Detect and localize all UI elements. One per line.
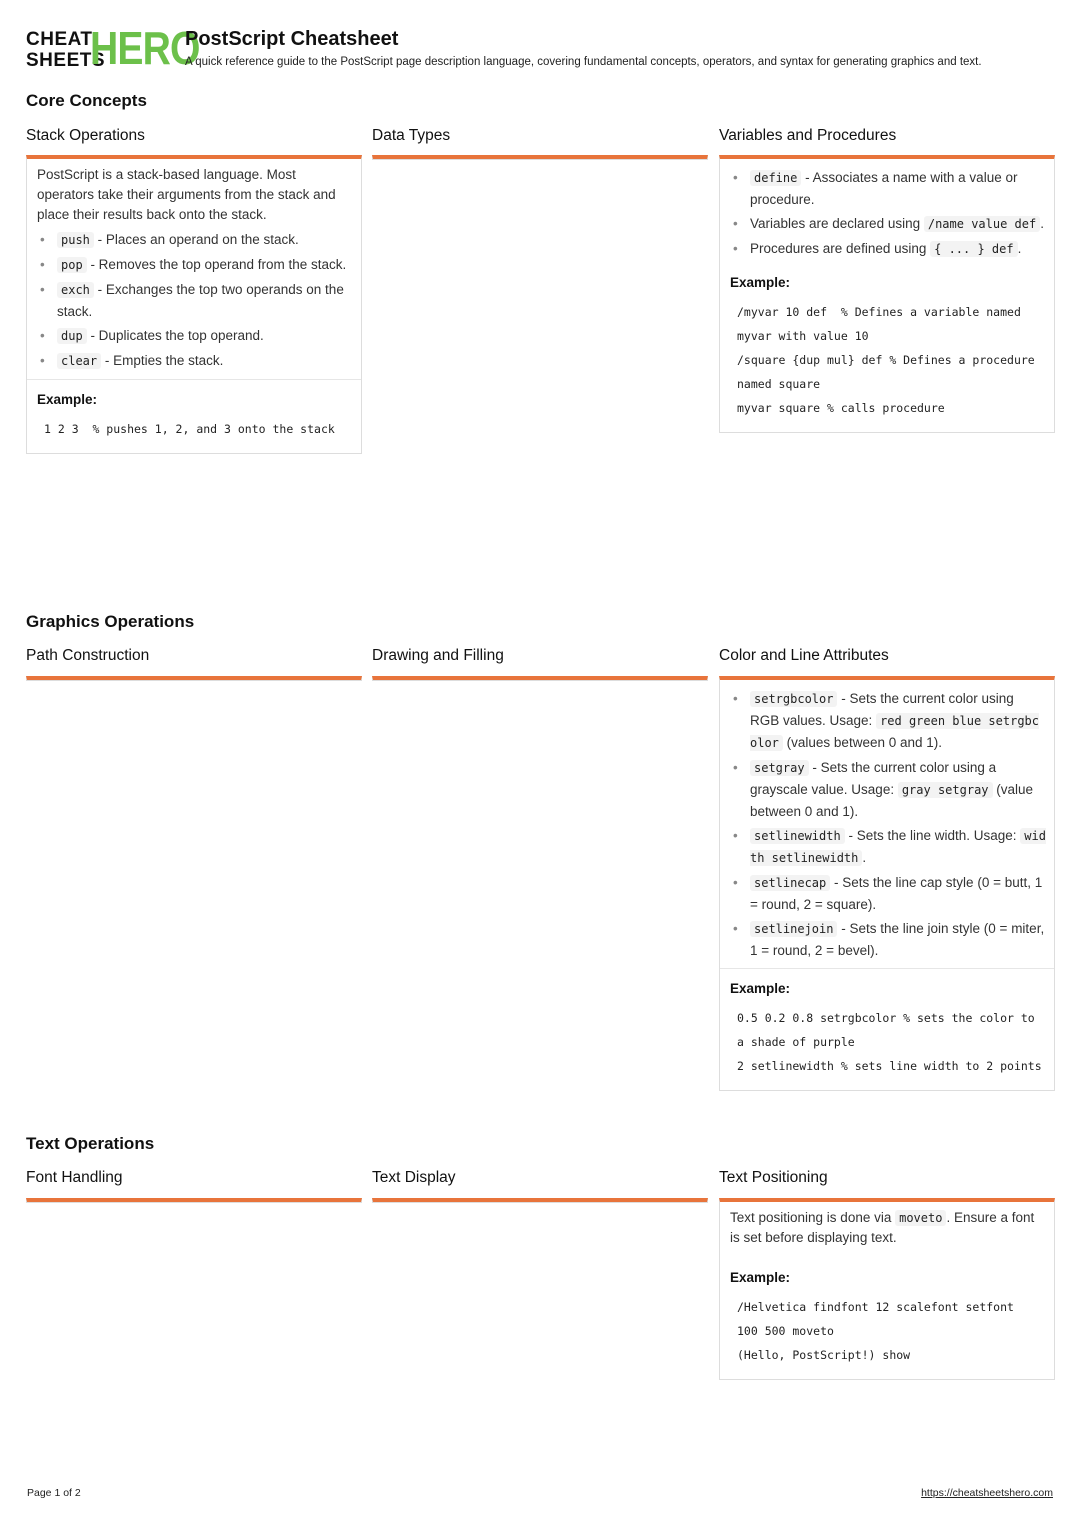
example-code: /Helvetica findfont 12 scalefont setfont 100 500 moveto (Hello, PostScript!) show <box>737 1300 1014 1362</box>
item-text: - Places an operand on the stack. <box>93 232 299 247</box>
card-color-line <box>719 676 1055 1091</box>
list-item <box>37 254 353 276</box>
example-label: Example: <box>730 1270 791 1285</box>
list-item <box>730 688 1046 754</box>
card-path-construction <box>26 676 362 681</box>
list-item <box>730 918 1046 961</box>
item-text: . <box>1040 216 1044 231</box>
item-text: - Duplicates the top operand. <box>86 328 264 343</box>
section-text: Text Operations <box>26 1134 155 1153</box>
item-code: gray setgray <box>898 782 993 798</box>
card-title-positioning: Text Positioning <box>719 1169 828 1186</box>
page-header <box>26 22 1056 76</box>
list-item <box>730 825 1046 869</box>
card-title-datatypes: Data Types <box>372 127 451 144</box>
list-item <box>37 279 353 322</box>
card-title-vars: Variables and Procedures <box>719 127 897 144</box>
card-font-handling <box>26 1198 362 1203</box>
card-title-color: Color and Line Attributes <box>719 647 889 664</box>
item-code: define <box>750 170 801 186</box>
page-number: Page 1 of 2 <box>27 1487 81 1499</box>
item-text: . <box>862 850 867 865</box>
item-text: . <box>1017 241 1022 256</box>
card-title-drawing: Drawing and Filling <box>372 647 504 664</box>
item-text: - Sets the line cap style (0 = butt, 1 = round, 2 = square). <box>750 875 1043 912</box>
item-text: - Sets the current color using RGB values. Usage: <box>750 691 1014 728</box>
item-code: setrgbcolor <box>750 691 837 707</box>
card-title-display: Text Display <box>372 1169 456 1186</box>
example-label: Example: <box>720 968 1054 1002</box>
example-label: Example: <box>27 379 361 413</box>
item-text: - Sets the line width. Usage: <box>844 828 1021 843</box>
section-core-concepts: Core Concepts <box>26 91 147 110</box>
card-data-types <box>372 155 708 160</box>
item-text: - Sets the current color using a grayscale value. Usage: <box>750 760 997 797</box>
item-code: red green blue setrgbcolor <box>750 714 1040 750</box>
item-code: { ... } def <box>930 241 1017 257</box>
card-text-positioning <box>719 1198 1055 1380</box>
item-code: dup <box>57 328 87 344</box>
item-code: width setlinewidth <box>750 829 1046 865</box>
card-title-path: Path Construction <box>26 647 150 664</box>
intro-code: moveto <box>895 1210 946 1226</box>
card-title-stack: Stack Operations <box>26 127 145 144</box>
item-code: pop <box>57 257 87 273</box>
page-subtitle: A quick reference guide to the PostScript page description language, covering fundamental concepts, operators, and syntax for generating graphics and text. <box>185 56 982 68</box>
item-code: setlinecap <box>750 875 830 891</box>
stack-list <box>27 225 361 379</box>
example-code: /myvar 10 def % Defines a variable named myvar with value 10 /square {dup mul} def % Defines a procedure named square myvar square % calls procedure <box>737 305 1035 415</box>
vars-list <box>720 159 1054 267</box>
intro-text: . Ensure a font is set before displaying text. <box>730 1210 1035 1245</box>
item-code: setlinejoin <box>750 921 837 937</box>
item-text: Variables are declared using <box>750 216 924 231</box>
example-code: 1 2 3 % pushes 1, 2, and 3 onto the stack <box>44 422 335 436</box>
card-text-display <box>372 1198 708 1203</box>
intro-text: Text positioning is done via <box>730 1210 896 1225</box>
list-item <box>37 325 353 347</box>
card-drawing-filling <box>372 676 708 681</box>
section-graphics: Graphics Operations <box>26 612 195 631</box>
item-text: - Exchanges the top two operands on the stack. <box>57 282 344 319</box>
item-code: exch <box>57 282 94 298</box>
item-text: (values between 0 and 1). <box>782 735 943 750</box>
item-text: (value between 0 and 1). <box>750 782 1034 819</box>
item-code: setlinewidth <box>750 828 845 844</box>
card-title-font: Font Handling <box>26 1169 123 1186</box>
example-label: Example: <box>730 275 791 290</box>
card-variables-procedures <box>719 155 1055 433</box>
list-item <box>730 238 1046 260</box>
logo-hero: HERO <box>90 22 200 74</box>
list-item <box>37 350 353 372</box>
item-text: - Empties the stack. <box>101 353 224 368</box>
item-code: setgray <box>750 760 809 776</box>
item-code: clear <box>57 353 101 369</box>
example-code: 0.5 0.2 0.8 setrgbcolor % sets the color to a shade of purple 2 setlinewidth % sets line width to 2 points <box>737 1011 1042 1073</box>
list-item <box>730 757 1046 822</box>
positioning-intro <box>720 1202 1054 1258</box>
list-item <box>730 167 1046 210</box>
item-code: push <box>57 232 94 248</box>
footer-link[interactable]: https://cheatsheetshero.com <box>921 1487 1053 1499</box>
item-code: /name value def <box>924 216 1040 232</box>
list-item <box>730 213 1046 235</box>
card-stack-operations <box>26 155 362 454</box>
item-text: - Associates a name with a value or procedure. <box>750 170 1018 207</box>
list-item <box>730 872 1046 915</box>
page-title: PostScript Cheatsheet <box>185 28 399 50</box>
logo-sheets: SHEETS <box>26 50 106 71</box>
list-item <box>37 229 353 251</box>
logo-cheat: CHEAT <box>26 29 93 50</box>
item-text: - Sets the line join style (0 = miter, 1 = round, 2 = bevel). <box>750 921 1045 958</box>
color-list <box>720 680 1054 968</box>
cheatsheetshero-logo[interactable] <box>26 22 200 74</box>
stack-intro: PostScript is a stack-based language. Most operators take their arguments from the stack and place their results back onto the stack. <box>37 167 336 222</box>
item-text: - Removes the top operand from the stack. <box>86 257 347 272</box>
item-text: Procedures are defined using <box>750 241 931 256</box>
